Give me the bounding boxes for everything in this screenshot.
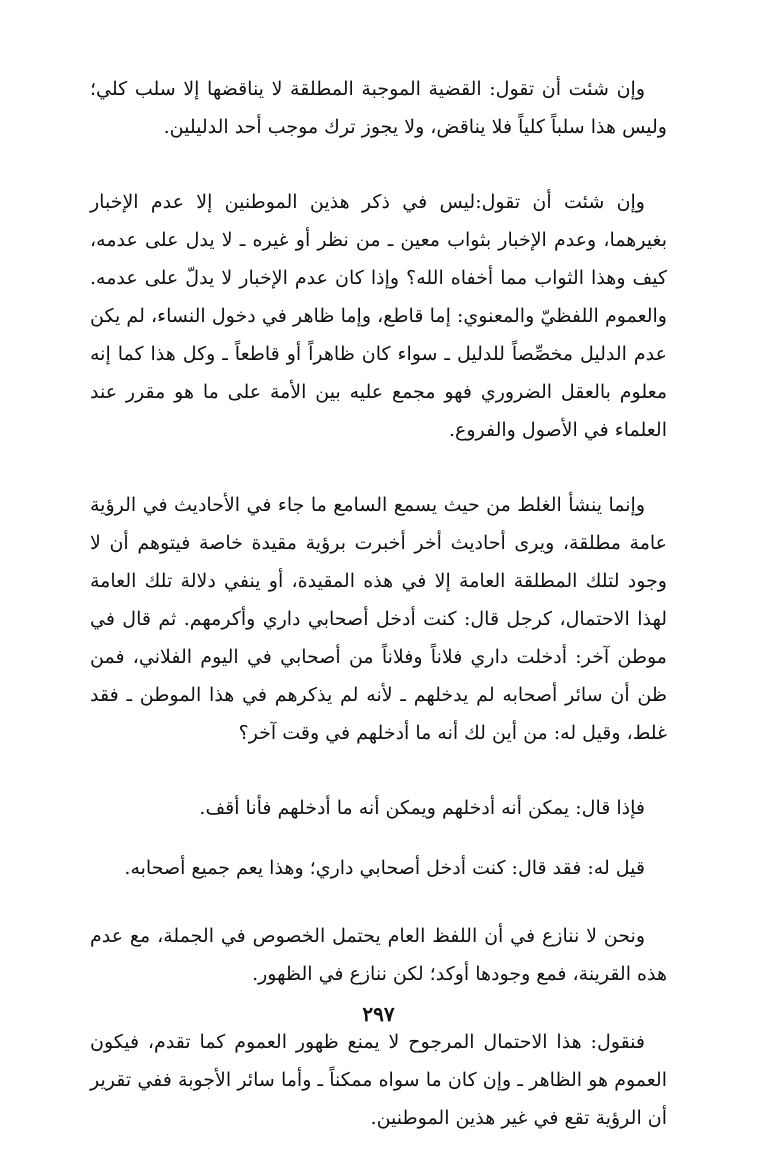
paragraph-5 [90,849,667,887]
paragraph-1 [90,70,667,146]
paragraph-3 [90,486,667,752]
paragraph-4 [90,789,667,827]
paragraph-text: وإن شئت أن تقول: القضية الموجبة المطلقة لا يناقضها إلا سلب كلي؛ وليس هذا سلباً كلياً فلا يناقض، ولا يجوز ترك موجب أحد الدليلين. [90,78,667,138]
paragraph-text: فإذا قال: يمكن أنه أدخلهم ويمكن أنه ما أدخلهم فأنا أقف. [199,797,645,819]
paragraph-6 [90,917,667,993]
paragraph-text: فنقول: هذا الاحتمال المرجوح لا يمنع ظهور العموم كما تقدم، فيكون العموم هو الظاهر ـ وإن كان ما سواه ممكناً ـ وأما سائر الأجوبة ففي تقرير أن الرؤية تقع في غير هذين الموطنين. [90,1031,667,1129]
paragraph-2 [90,183,667,449]
paragraph-text: وإنما ينشأ الغلط من حيث يسمع السامع ما جاء في الأحاديث في الرؤية عامة مطلقة، ويرى أحاديث أخر أخبرت برؤية مقيدة خاصة فيتوهم أن لا وجود لتلك المطلقة العامة إلا في هذه المقيدة، أو ينفي دلالة تلك العامة لهذا الاحتمال، كرجل قال: كنت أدخل أصحابي داري وأكرمهم. ثم قال في موطن آخر: أدخلت داري فلاناً وفلاناً من أصحابي في اليوم الفلاني، فمن ظن أن سائر أصحابه لم يدخلهم ـ لأنه لم يذكرهم في هذا الموطن ـ فقد غلط، وقيل له: من أين لك أنه ما أدخلهم في وقت آخر؟ [90,494,667,744]
paragraph-7 [90,1023,667,1137]
page-number: ٢٩٧ [362,1002,395,1026]
paragraph-text: قيل له: فقد قال: كنت أدخل أصحابي داري؛ وهذا يعم جميع أصحابه. [124,857,645,879]
paragraph-text: وإن شئت أن تقول:ليس في ذكر هذين الموطنين إلا عدم الإخبار بغيرهما، وعدم الإخبار بثواب معين ـ من نظر أو غيره ـ لا يدل على عدمه، كيف وهذا الثواب مما أخفاه الله؟ وإذا كان عدم الإخبار لا يدلّ على عدمه. والعموم اللفظيّ والمعنوي: إما قاطع، وإما ظاهر في دخول النساء، لم يكن عدم الدليل مخصِّصاً للدليل ـ سواء كان ظاهراً أو قاطعاً ـ وكل هذا كما إنه معلوم بالعقل الضروري فهو مجمع عليه بين الأمة على ما هو مقرر عند العلماء في الأصول والفروع. [90,191,667,441]
paragraph-text: ونحن لا ننازع في أن اللفظ العام يحتمل الخصوص في الجملة، مع عدم هذه القرينة، فمع وجودها أوكد؛ لكن ننازع في الظهور. [90,925,667,985]
